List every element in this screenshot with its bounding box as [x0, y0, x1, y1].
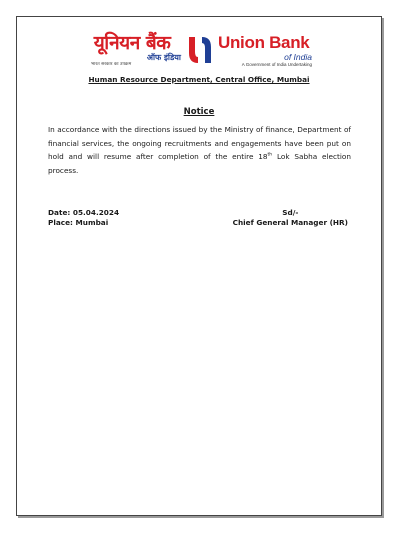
date-place-block — [48, 208, 119, 228]
english-bank-sub: of India — [284, 52, 312, 62]
ordinal-suffix: th — [267, 152, 273, 158]
signatory-block — [233, 208, 348, 228]
signatory-designation: Chief General Manager (HR) — [232, 218, 348, 227]
letterhead — [17, 31, 381, 81]
hindi-logotype — [77, 33, 187, 68]
hindi-tagline: भारत सरकार का उपक्रम — [91, 62, 132, 67]
place-line: Place: Mumbai — [48, 218, 109, 227]
signed-mark: Sd/- — [282, 208, 299, 217]
date-line: Date: 05.04.2024 — [48, 208, 120, 217]
notice-body-text: In accordance with the directions issued by the Ministry of finance, Department of financial services, the ongoing recruitments and engagements have been put on hold and will resume after completion of the entire 18 — [48, 125, 351, 161]
english-bank-name: Union Bank — [218, 33, 310, 52]
notice-body — [48, 123, 351, 177]
department-line: Human Resource Department, Central Office, Mumbai — [88, 75, 310, 84]
union-bank-logo-icon — [185, 33, 215, 67]
english-logotype — [218, 33, 328, 68]
notice-body-text-end: Lok Sabha election process. — [48, 152, 351, 175]
document-page — [16, 16, 382, 516]
hindi-bank-sub: ऑफ इंडिया — [146, 53, 181, 62]
notice-heading: Notice — [183, 107, 215, 117]
english-tagline: A Government of India Undertaking — [241, 62, 312, 67]
hindi-bank-name: यूनियन बैंक — [93, 32, 171, 54]
